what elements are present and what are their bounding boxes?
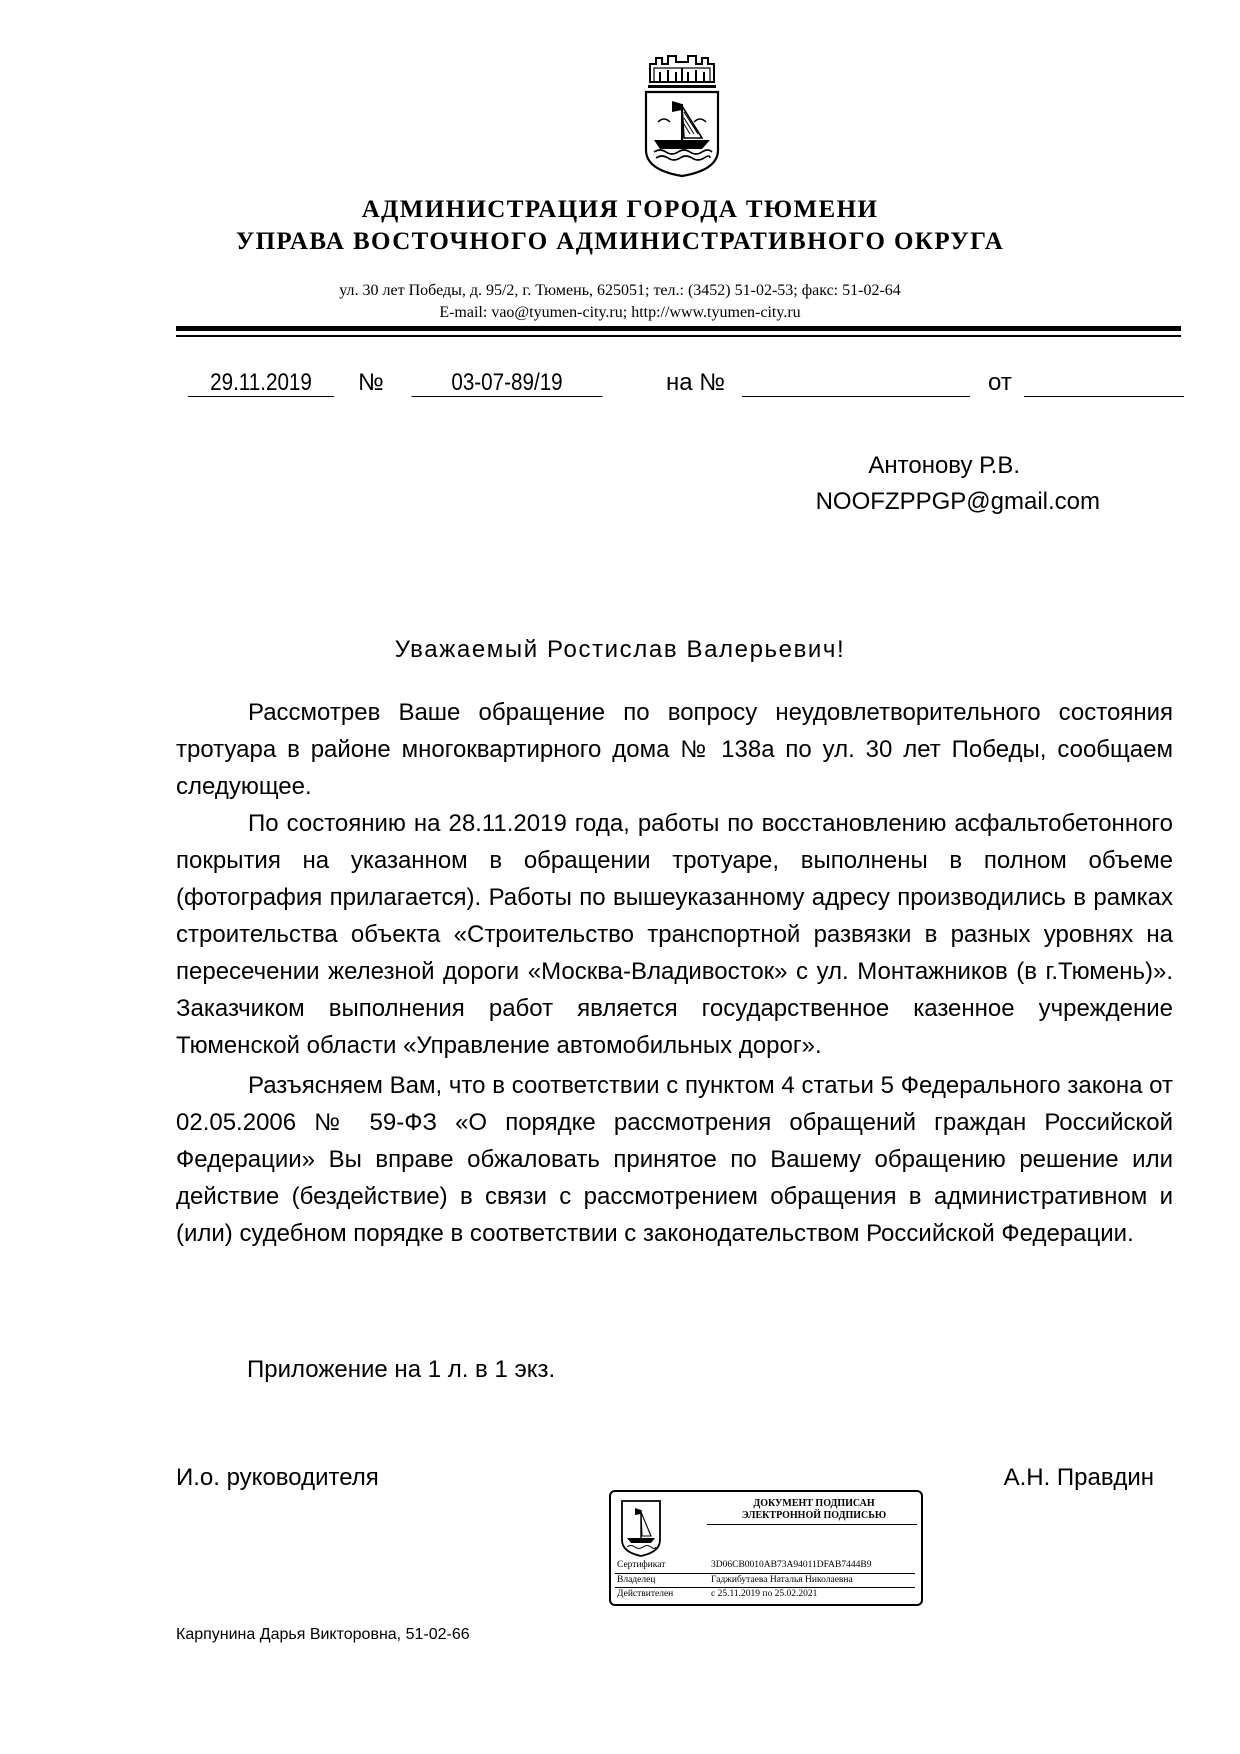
outgoing-date-field: 29.11.2019 — [188, 366, 334, 397]
stamp-row-divider-1 — [615, 1573, 915, 1574]
signatory-name: А.Н. Правдин — [1003, 1464, 1154, 1491]
from-date-label: от — [988, 369, 1012, 396]
executor-contact: Карпунина Дарья Викторовна, 51-02-66 — [176, 1626, 470, 1643]
certificate-label: Сертификат — [617, 1560, 666, 1570]
from-date-field — [1024, 368, 1184, 397]
department-name: УПРАВА ВОСТОЧНОГО АДМИНИСТРАТИВНОГО ОКРУГА — [235, 228, 1005, 255]
stamp-title-line-2: ЭЛЕКТРОННОЙ ПОДПИСЬЮ — [741, 1510, 887, 1521]
owner-label: Владелец — [617, 1575, 656, 1585]
stamp-title-line-1: ДОКУМЕНТ ПОДПИСАН — [753, 1498, 875, 1509]
stamp-emblem-icon — [619, 1498, 663, 1558]
salutation: Уважаемый Ростислав Валерьевич! — [394, 636, 846, 663]
number-label: № — [358, 369, 384, 396]
electronic-signature-stamp — [609, 1490, 923, 1606]
owner-value: Гаджибутаева Наталья Николаевна — [711, 1575, 853, 1585]
header-divider-thick — [176, 326, 1181, 331]
organization-name: АДМИНИСТРАЦИЯ ГОРОДА ТЮМЕНИ — [361, 196, 879, 223]
reply-number-label: на № — [666, 369, 726, 396]
letter-body — [176, 694, 1173, 1252]
body-paragraph-2: По состоянию на 28.11.2019 года, работы по восстановлению асфальтобетонного покрытия на указанном в обращении тротуаре, выполнены в полном объеме (фотография прилагается). Работы по вышеуказанному адресу производились в рамках строительства объекта «Строительство транспортной развязки в разных уровнях на пересечении железной дороги «Москва-Владивосток» с ул. Монтажников (в г.Тюмень)». Заказчиком выполнения работ является государственное казенное учреждение Тюменской области «Управление автомобильных дорог». — [176, 810, 1173, 1059]
reply-number-field — [742, 368, 970, 397]
stamp-row-divider-2 — [615, 1587, 915, 1588]
certificate-value: 3D06CB0010AB73A94011DFAB7444B9 — [711, 1560, 872, 1570]
body-paragraph-1: Рассмотрев Ваше обращение по вопросу неудовлетворительного состояния тротуара в районе многоквартирного дома № 138а по ул. 30 лет Победы, сообщаем следующее. — [176, 699, 1173, 800]
outgoing-number-field: 03-07-89/19 — [412, 366, 603, 397]
organization-address: ул. 30 лет Победы, д. 95/2, г. Тюмень, 625051; тел.: (3452) 51-02-53; факс: 51-02-64 — [339, 282, 901, 299]
header-divider-thin — [176, 335, 1181, 337]
validity-label: Действителен — [617, 1589, 674, 1599]
appendix-note: Приложение на 1 л. в 1 экз. — [247, 1356, 556, 1383]
organization-contacts: E-mail: vao@tyumen-city.ru; http://www.tyumen-city.ru — [439, 304, 801, 321]
validity-value: с 25.11.2019 по 25.02.2021 — [711, 1589, 818, 1599]
stamp-title — [709, 1498, 919, 1522]
body-paragraph-3: Разъясняем Вам, что в соответствии с пунктом 4 статьи 5 Федерального закона от 02.05.2006 № 59-ФЗ «О порядке рассмотрения обращений граждан Российской Федерации» Вы вправе обжаловать принятое по Вашему обращению решение или действие (бездействие) в связи с рассмотрением обращения в административном и (или) судебном порядке в соответствии с законодательством Российской Федерации. — [176, 1072, 1173, 1247]
stamp-title-divider — [707, 1524, 917, 1525]
city-coat-of-arms-emblem — [640, 52, 724, 180]
recipient-name: Антонову Р.В. — [868, 452, 1020, 479]
signatory-position: И.о. руководителя — [176, 1464, 379, 1491]
recipient-email: NOOFZPPGP@gmail.com — [815, 488, 1100, 515]
